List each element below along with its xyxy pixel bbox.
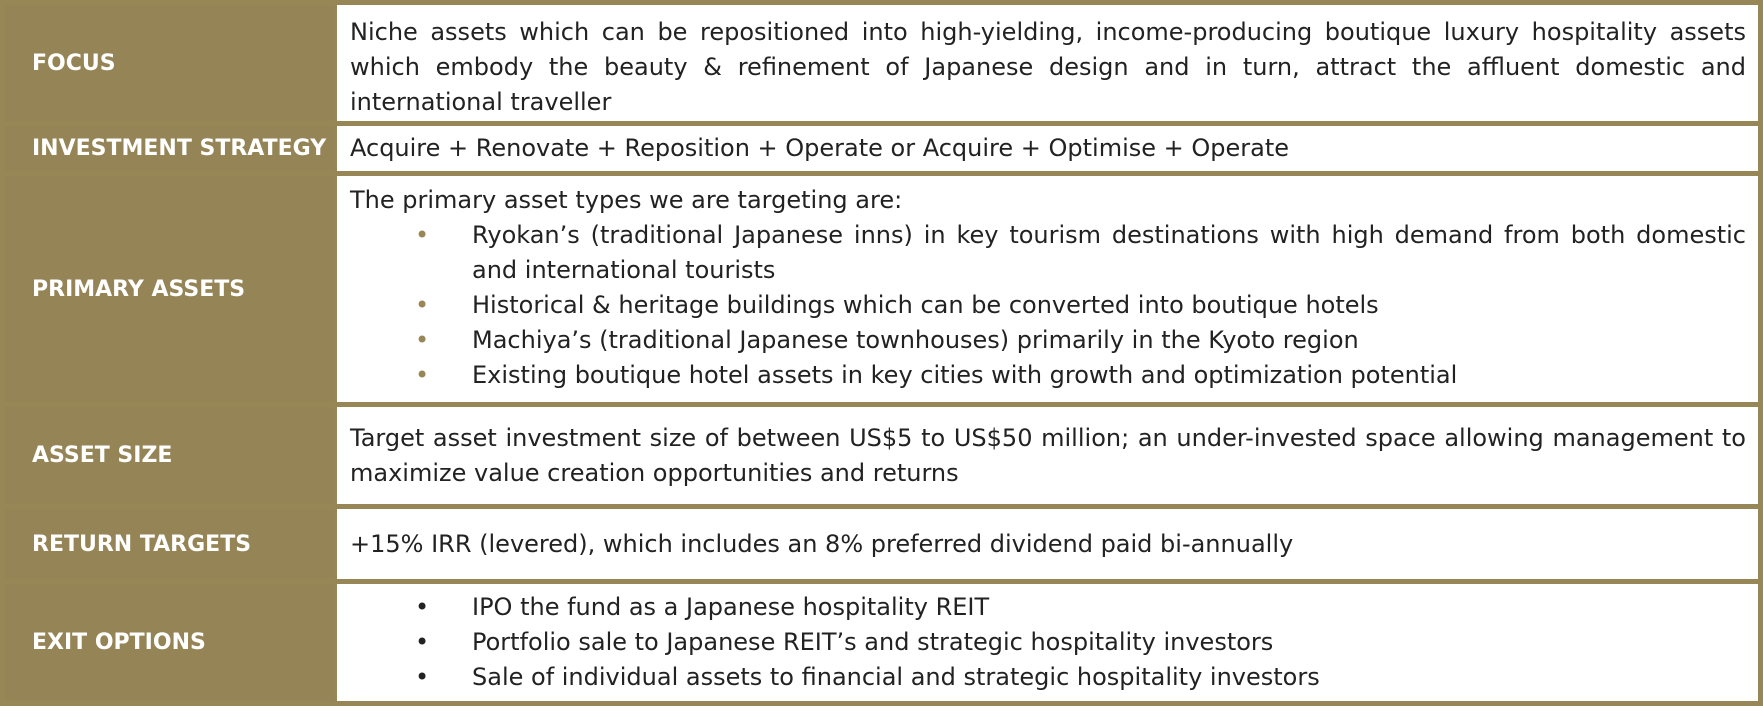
- list-item: • Historical & heritage buildings which can be converted into boutique hotels: [350, 288, 1746, 323]
- list-item: • Ryokan’s (traditional Japanese inns) in key tourism destinations with high demand from both domestic and international tourists: [350, 218, 1746, 288]
- return-targets-text: +15% IRR (levered), which includes an 8% preferred dividend paid bi-annually: [350, 529, 1294, 558]
- row-focus: [0, 5, 1763, 121]
- row-content-investment-strategy: [337, 126, 1758, 171]
- list-item: • Existing boutique hotel assets in key cities with growth and optimization potential: [350, 358, 1746, 393]
- list-item: • Sale of individual assets to financial and strategic hospitality investors: [350, 660, 1746, 695]
- investment-strategy-text: Acquire + Renovate + Reposition + Operate or Acquire + Optimise + Operate: [350, 134, 1290, 162]
- row-investment-strategy: [0, 126, 1763, 171]
- row-label-investment-strategy: INVESTMENT STRATEGY: [5, 126, 335, 171]
- list-item: • Machiya’s (traditional Japanese townhouses) primarily in the Kyoto region: [350, 323, 1746, 358]
- bullet-icon: •: [415, 593, 430, 621]
- row-exit-options: [0, 584, 1763, 701]
- row-content-focus: [337, 5, 1758, 121]
- row-content-return-targets: [337, 509, 1758, 579]
- row-primary-assets: [0, 176, 1763, 402]
- row-return-targets: [0, 509, 1763, 579]
- bullet-icon: •: [415, 663, 430, 691]
- row-label-return-targets: RETURN TARGETS: [5, 509, 335, 579]
- row-label-exit-options: EXIT OPTIONS: [5, 584, 335, 701]
- list-item: • Portfolio sale to Japanese REIT’s and strategic hospitality investors: [350, 625, 1746, 660]
- exit-options-list: [350, 590, 1746, 695]
- focus-text: Niche assets which can be repositioned into high-yielding, income-producing boutique luxury hospitality assets which embody the beauty & refinement of Japanese design and in turn, attract the affluent domestic and international traveller: [350, 18, 1746, 116]
- primary-assets-list: [350, 218, 1746, 393]
- row-asset-size: [0, 407, 1763, 504]
- row-content-primary-assets: [337, 176, 1758, 402]
- bullet-icon: •: [415, 361, 430, 389]
- bullet-icon: •: [415, 291, 430, 319]
- row-label-asset-size: ASSET SIZE: [5, 407, 335, 504]
- bullet-icon: •: [415, 221, 430, 249]
- row-content-exit-options: [337, 584, 1758, 701]
- row-label-focus: FOCUS: [5, 5, 335, 121]
- list-item: • IPO the fund as a Japanese hospitality REIT: [350, 590, 1746, 625]
- primary-assets-intro: The primary asset types we are targeting are:: [350, 186, 903, 214]
- row-label-primary-assets: PRIMARY ASSETS: [5, 176, 335, 402]
- bullet-icon: •: [415, 326, 430, 354]
- bullet-icon: •: [415, 628, 430, 656]
- row-content-asset-size: [337, 407, 1758, 504]
- asset-size-text: Target asset investment size of between US$5 to US$50 million; an under-invested space allowing management to maximize value creation opportunities and returns: [350, 423, 1746, 487]
